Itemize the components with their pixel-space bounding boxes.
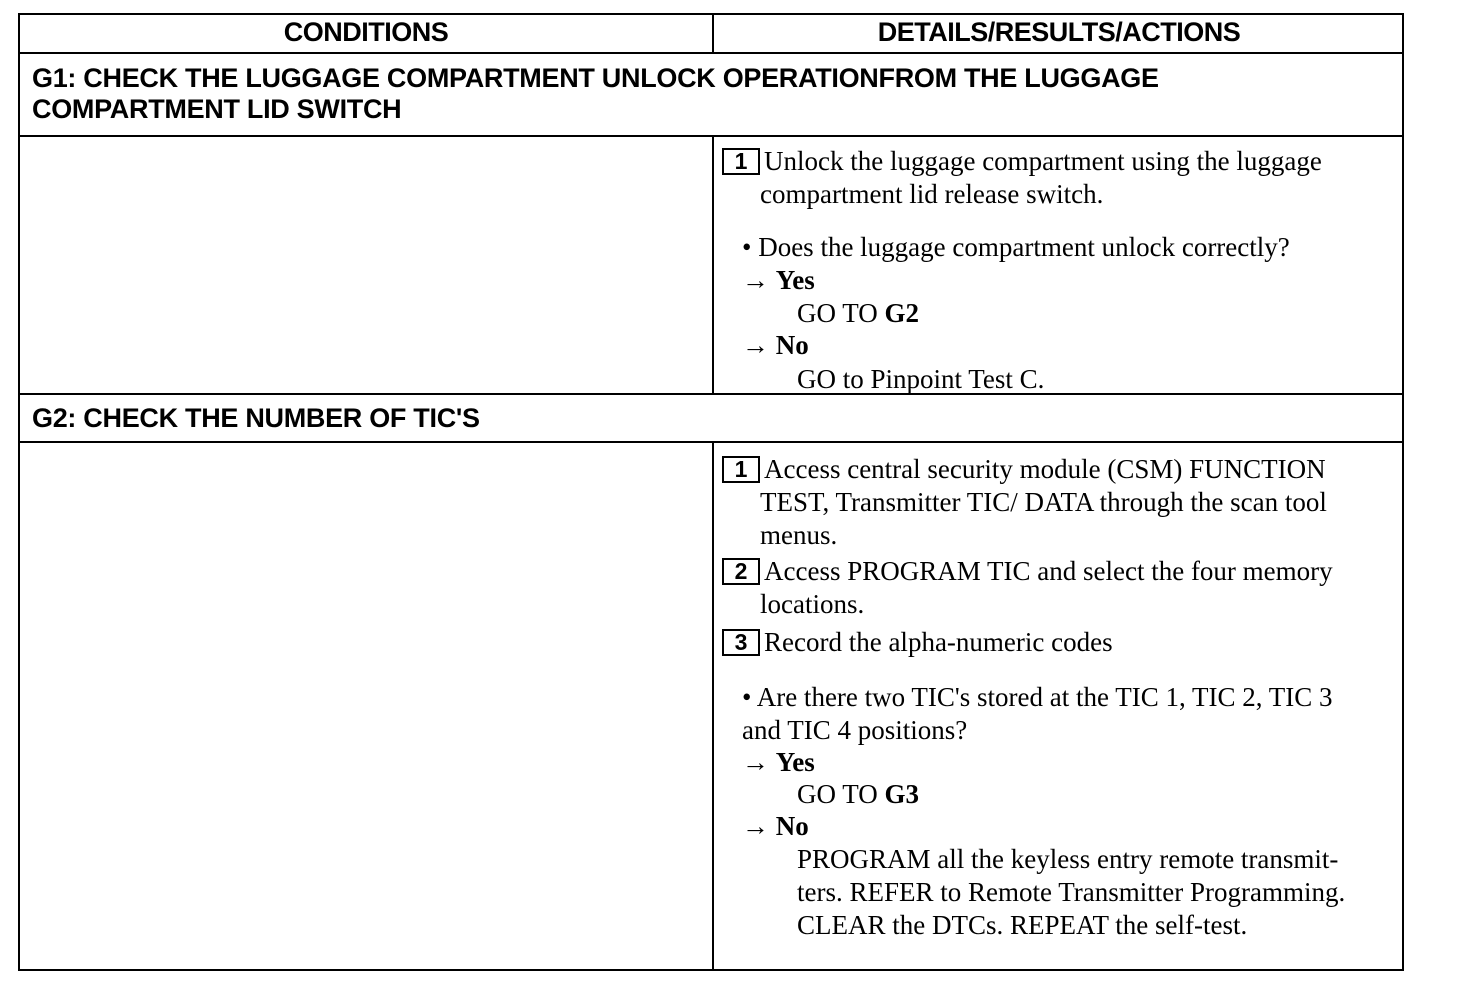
g2-yes: [742, 746, 815, 779]
g1-step1-line2: compartment lid release switch.: [760, 179, 1104, 209]
g2-no-line2: ters. REFER to Remote Transmitter Programming.: [797, 877, 1346, 907]
g2-question-line2: and TIC 4 positions?: [742, 715, 968, 745]
g1-column-divider: [712, 136, 714, 394]
g1-title-line1: G1: CHECK THE LUGGAGE COMPARTMENT UNLOCK OPERATIONFROM THE LUGGAGE: [32, 63, 1159, 93]
g1-yes: [742, 264, 815, 297]
g2-step-1: [722, 453, 1392, 552]
header-divider: [20, 52, 1402, 54]
g2-no-action: [797, 843, 1345, 942]
g1-question: • Does the luggage compartment unlock correctly?: [742, 232, 1290, 262]
diagnostic-table: [18, 13, 1404, 971]
g1-title: [32, 63, 1159, 125]
g1-step-1: [722, 145, 1392, 211]
header-conditions: CONDITIONS: [283, 17, 449, 47]
g2-question-line1: • Are there two TIC's stored at the TIC 1, TIC 2, TIC 3: [742, 682, 1333, 712]
yes-label: Yes: [775, 265, 815, 295]
g1-step1-line1: Unlock the luggage compartment using the luggage: [764, 146, 1322, 176]
g2-title: G2: CHECK THE NUMBER OF TIC'S: [32, 403, 480, 433]
no-label: No: [775, 811, 809, 841]
arrow-icon: →: [742, 265, 769, 295]
g2-step1-line1: Access central security module (CSM) FUNCTION: [764, 454, 1326, 484]
g2-question: [742, 681, 1333, 747]
g2-step2-line1: Access PROGRAM TIC and select the four memory: [764, 556, 1333, 586]
g1-title-line2: COMPARTMENT LID SWITCH: [32, 94, 402, 124]
g2-no-line1: PROGRAM all the keyless entry remote transmit-: [797, 844, 1339, 874]
yes-action-prefix: GO TO: [797, 298, 885, 328]
step-number-box: 2: [722, 558, 760, 585]
arrow-icon: →: [742, 747, 769, 777]
g2-step-3: [722, 626, 1392, 659]
g2-no-line3: CLEAR the DTCs. REPEAT the self-test.: [797, 910, 1248, 940]
arrow-icon: →: [742, 811, 769, 841]
g2-step3-line1: Record the alpha-numeric codes: [764, 627, 1113, 657]
step-number-box: 1: [722, 148, 760, 175]
yes-action-target: G2: [884, 298, 920, 328]
header-details: DETAILS/RESULTS/ACTIONS: [877, 17, 1241, 47]
g2-step1-line3: menus.: [760, 520, 838, 550]
step-number-box: 3: [722, 629, 760, 656]
yes-label: Yes: [775, 747, 815, 777]
yes-action-prefix: GO TO: [797, 779, 885, 809]
g2-no: [742, 810, 809, 843]
g1-no-action: GO to Pinpoint Test C.: [797, 364, 1045, 394]
g2-title-divider: [20, 441, 1402, 443]
g2-title-top-divider: [20, 393, 1402, 395]
g2-column-divider: [712, 442, 714, 969]
arrow-icon: →: [742, 330, 769, 360]
g1-no: [742, 329, 809, 362]
g2-step2-line2: locations.: [760, 589, 865, 619]
g1-title-divider: [20, 135, 1402, 137]
g2-yes-action: [797, 778, 919, 811]
step-number-box: 1: [722, 456, 760, 483]
g1-yes-action: [797, 297, 919, 330]
g2-step-2: [722, 555, 1392, 621]
no-label: No: [775, 330, 809, 360]
yes-action-target: G3: [884, 779, 920, 809]
g2-step1-line2: TEST, Transmitter TIC/ DATA through the scan tool: [760, 487, 1327, 517]
